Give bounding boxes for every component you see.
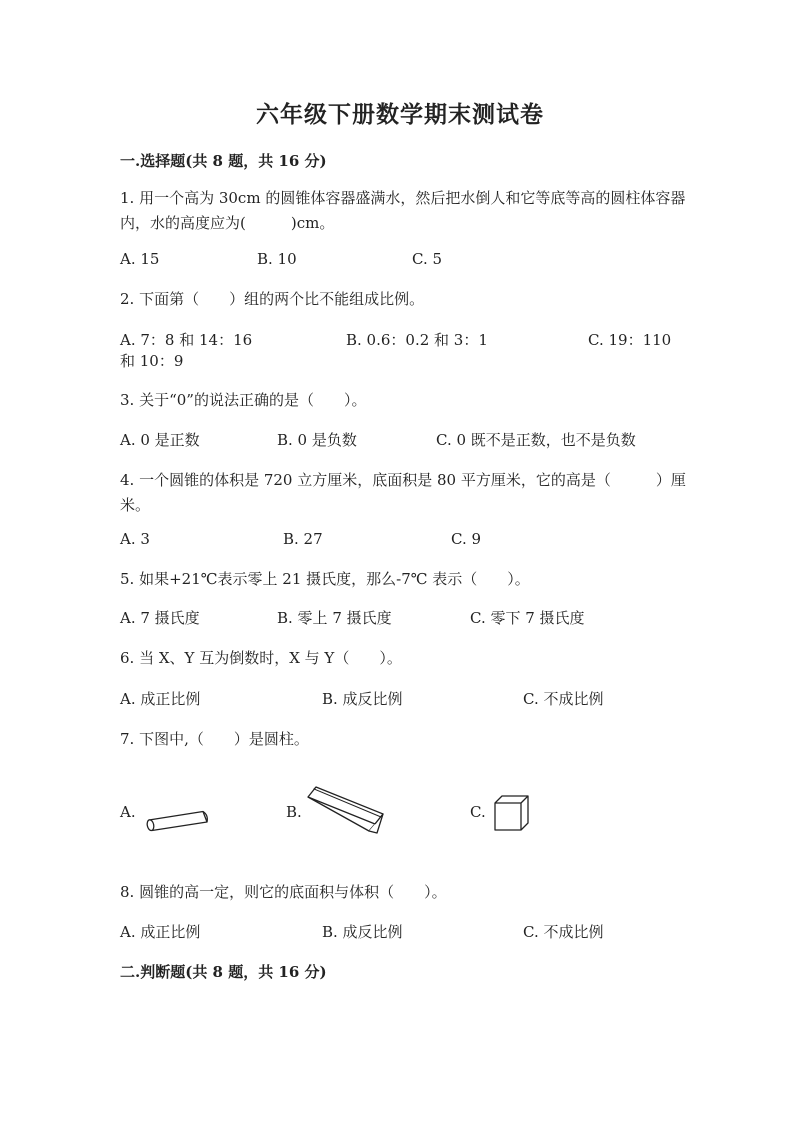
q2-option-c-continued: 和 10：9 — [120, 352, 184, 370]
question-4: 4. 一个圆锥的体积是 720 立方厘米，底面积是 80 平方厘米，它的高是（ ）厘米。 — [120, 471, 686, 514]
q3-option-c[interactable]: C. 0 既不是正数，也不是负数 — [436, 431, 636, 449]
question-7: 7. 下图中,（ ）是圆柱。 — [120, 730, 309, 748]
question-1: 1. 用一个高为 30cm 的圆锥体容器盛满水，然后把水倒人和它等底等高的圆柱体容器内，水的高度应为( )cm。 — [120, 189, 686, 232]
q4-option-b[interactable]: B. 27 — [283, 530, 323, 548]
q2-option-c[interactable]: C. 19：110 — [588, 331, 672, 349]
cylinder-rod-figure — [143, 808, 213, 838]
cube-figure — [493, 793, 531, 833]
q4-option-c[interactable]: C. 9 — [451, 530, 482, 548]
question-5: 5. 如果+21℃表示零上 21 摄氏度，那么-7℃ 表示（ ）。 — [120, 570, 530, 588]
q7-option-b[interactable]: B. — [286, 803, 302, 821]
question-2: 2. 下面第（ ）组的两个比不能组成比例。 — [120, 290, 425, 308]
q8-option-c[interactable]: C. 不成比例 — [523, 923, 604, 941]
q5-option-c[interactable]: C. 零下 7 摄氏度 — [470, 609, 585, 627]
question-3: 3. 关于“0”的说法正确的是（ ）。 — [120, 391, 367, 409]
section-heading-choice: 一.选择题(共 8 题，共 16 分) — [120, 152, 327, 170]
q2-option-a[interactable]: A. 7：8 和 14：16 — [120, 331, 253, 349]
page-title: 六年级下册数学期末测试卷 — [256, 101, 544, 128]
q5-option-a[interactable]: A. 7 摄氏度 — [120, 609, 200, 627]
q7-option-a[interactable]: A. — [120, 803, 136, 821]
q6-option-c[interactable]: C. 不成比例 — [523, 690, 604, 708]
question-8: 8. 圆锥的高一定，则它的底面积与体积（ ）。 — [120, 883, 447, 901]
q1-option-a[interactable]: A. 15 — [120, 250, 160, 268]
q2-option-b[interactable]: B. 0.6：0.2 和 3：1 — [346, 331, 488, 349]
q6-option-b[interactable]: B. 成反比例 — [322, 690, 403, 708]
q8-option-b[interactable]: B. 成反比例 — [322, 923, 403, 941]
q1-option-b[interactable]: B. 10 — [257, 250, 297, 268]
q3-option-b[interactable]: B. 0 是负数 — [277, 431, 357, 449]
triangular-prism-figure — [303, 783, 385, 839]
q1-option-c[interactable]: C. 5 — [412, 250, 443, 268]
q4-option-a[interactable]: A. 3 — [120, 530, 150, 548]
q5-option-b[interactable]: B. 零上 7 摄氏度 — [277, 609, 392, 627]
q6-option-a[interactable]: A. 成正比例 — [120, 690, 201, 708]
question-6: 6. 当 X、Y 互为倒数时，X 与 Y（ ）。 — [120, 649, 402, 667]
q3-option-a[interactable]: A. 0 是正数 — [120, 431, 200, 449]
section-heading-judgment: 二.判断题(共 8 题，共 16 分) — [120, 963, 327, 981]
q8-option-a[interactable]: A. 成正比例 — [120, 923, 201, 941]
q7-option-c[interactable]: C. — [470, 803, 486, 821]
